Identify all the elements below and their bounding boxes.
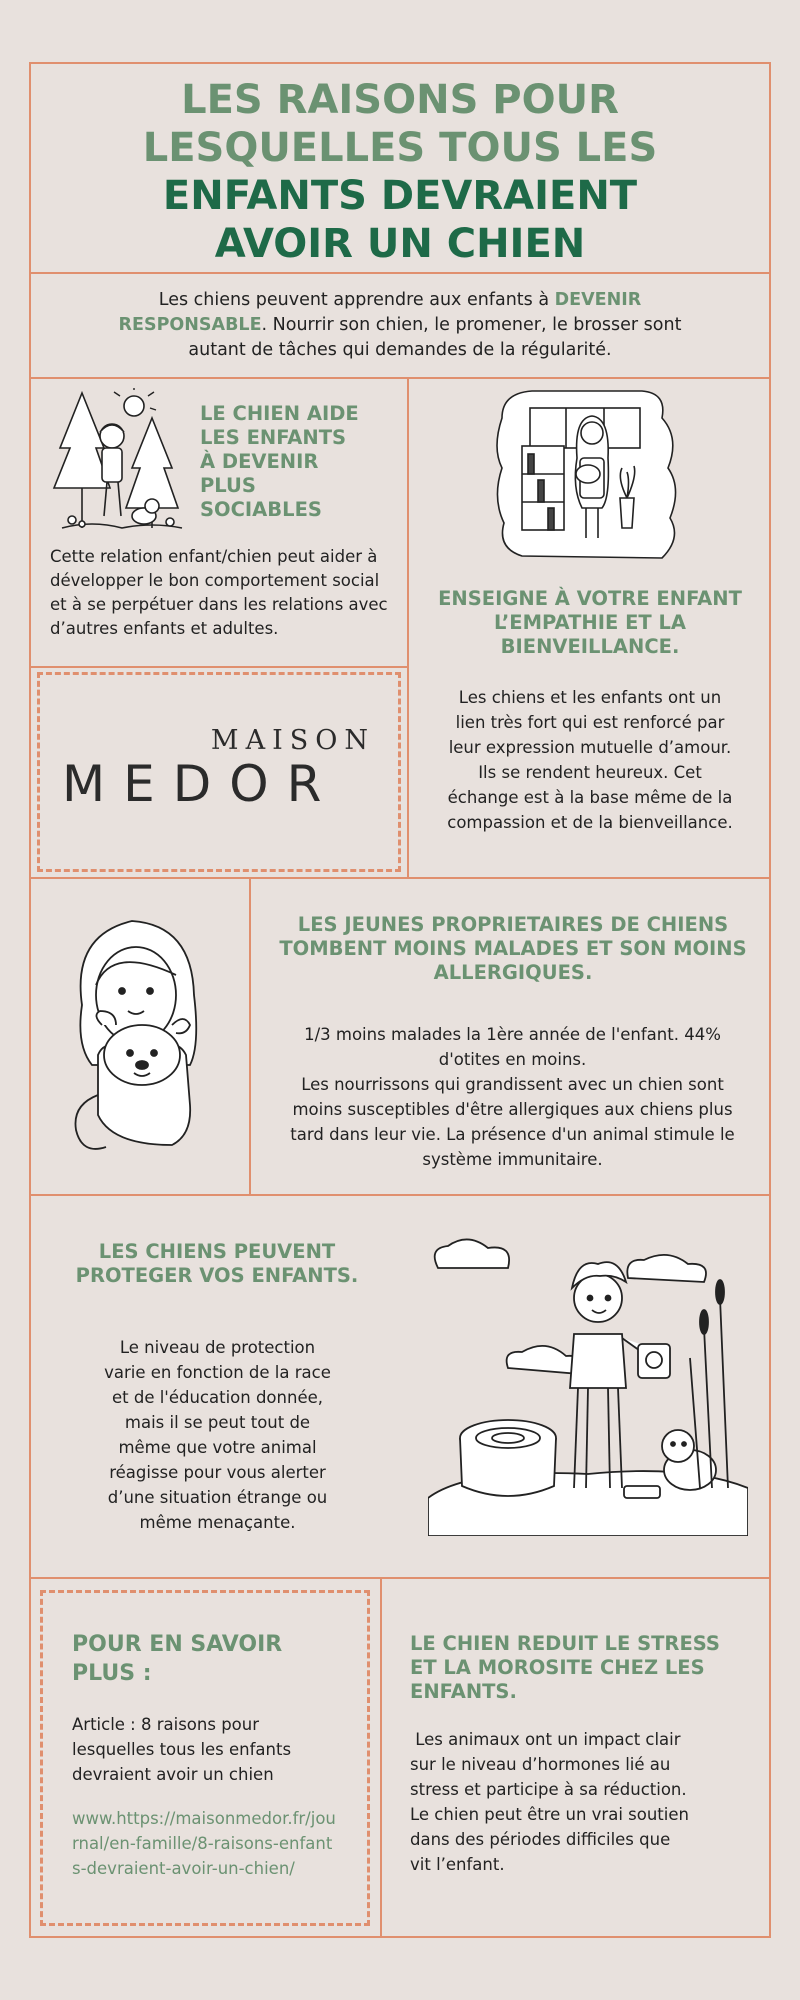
sociable-heading-line-5: SOCIABLES — [200, 498, 322, 521]
title-line-4: AVOIR UN CHIEN — [214, 221, 586, 267]
intro-after: . Nourrir son chien, le promener, le brosser sont autant de tâches qui demandes de la régularité. — [188, 315, 682, 360]
sociable-heading-line-3: À DEVENIR — [200, 450, 319, 473]
logo-bottom-text: MEDOR — [62, 755, 340, 813]
protect-heading: LES CHIENS PEUVENT PROTEGER VOS ENFANTS. — [75, 1240, 359, 1287]
boy-with-dog-illustration — [428, 1238, 748, 1536]
maison-medor-logo — [60, 725, 380, 815]
title-line-2: LESQUELLES TOUS LES — [142, 125, 658, 171]
girl-hugging-dog-illustration — [72, 915, 212, 1165]
health-body — [280, 1022, 745, 1172]
empathy-body: Les chiens et les enfants ont un lien très fort qui est renforcé par leur expression mutuelle d’amour. Ils se rendent heureux. Cet échange est à la base même de la compassion et de la bienveillance. — [447, 688, 733, 832]
stress-heading: LE CHIEN REDUIT LE STRESS ET LA MOROSITE CHEZ LES ENFANTS. — [410, 1632, 720, 1703]
sociable-heading — [200, 402, 400, 522]
health-body-2: Les nourrissons qui grandissent avec un chien sont moins susceptibles d'être allergiques aux chiens plus tard dans leur vie. La présence d'un animal stimule le système immunitaire. — [290, 1075, 735, 1169]
logo-top-text: MAISON — [210, 725, 375, 756]
health-body-1: 1/3 moins malades la 1ère année de l'enfant. 44% d'otites en moins. — [304, 1025, 721, 1069]
more-link[interactable]: www.https://maisonmedor.fr/journal/en-famille/8-raisons-enfants-devraient-avoir-un-chien/ — [72, 1809, 336, 1878]
title-line-1: LES RAISONS POUR — [181, 77, 619, 123]
kid-forest-illustration — [52, 388, 192, 543]
sociable-body: Cette relation enfant/chien peut aider à développer le bon comportement social et à se perpétuer dans les relations avec d’autres enfants et adultes. — [50, 547, 388, 638]
girl-library-illustration — [492, 388, 682, 568]
sociable-heading-line-1: LE CHIEN AIDE — [200, 402, 359, 425]
page-title — [40, 76, 760, 268]
intro-text — [90, 288, 710, 363]
more-heading: POUR EN SAVOIR PLUS : — [72, 1632, 283, 1686]
more-article: Article : 8 raisons pour lesquelles tous les enfants devraient avoir un chien — [72, 1715, 292, 1784]
protect-body: Le niveau de protection varie en fonction de la race et de l'éducation donnée, mais il se peut tout de même que votre animal réagisse pour vous alerter d’une situation étrange ou même menaçante. — [104, 1338, 331, 1532]
health-heading: LES JEUNES PROPRIETAIRES DE CHIENS TOMBENT MOINS MALADES ET SON MOINS ALLERGIQUES. — [279, 913, 747, 984]
empathy-heading: ENSEIGNE À VOTRE ENFANT L’EMPATHIE ET LA BIENVEILLANCE. — [438, 587, 742, 658]
title-line-3: ENFANTS DEVRAIENT — [162, 173, 638, 219]
stress-body: Les animaux ont un impact clair sur le niveau d’hormones lié au stress et participe à sa réduction. Le chien peut être un vrai soutien dans des périodes difficiles que vit l’enfant. — [410, 1730, 698, 1874]
intro-highlight: DEVENIR RESPONSABLE — [118, 290, 642, 335]
sociable-heading-line-2: LES ENFANTS — [200, 426, 347, 449]
intro-before: Les chiens peuvent apprendre aux enfants à — [158, 290, 555, 310]
sociable-heading-line-4: PLUS — [200, 474, 256, 497]
